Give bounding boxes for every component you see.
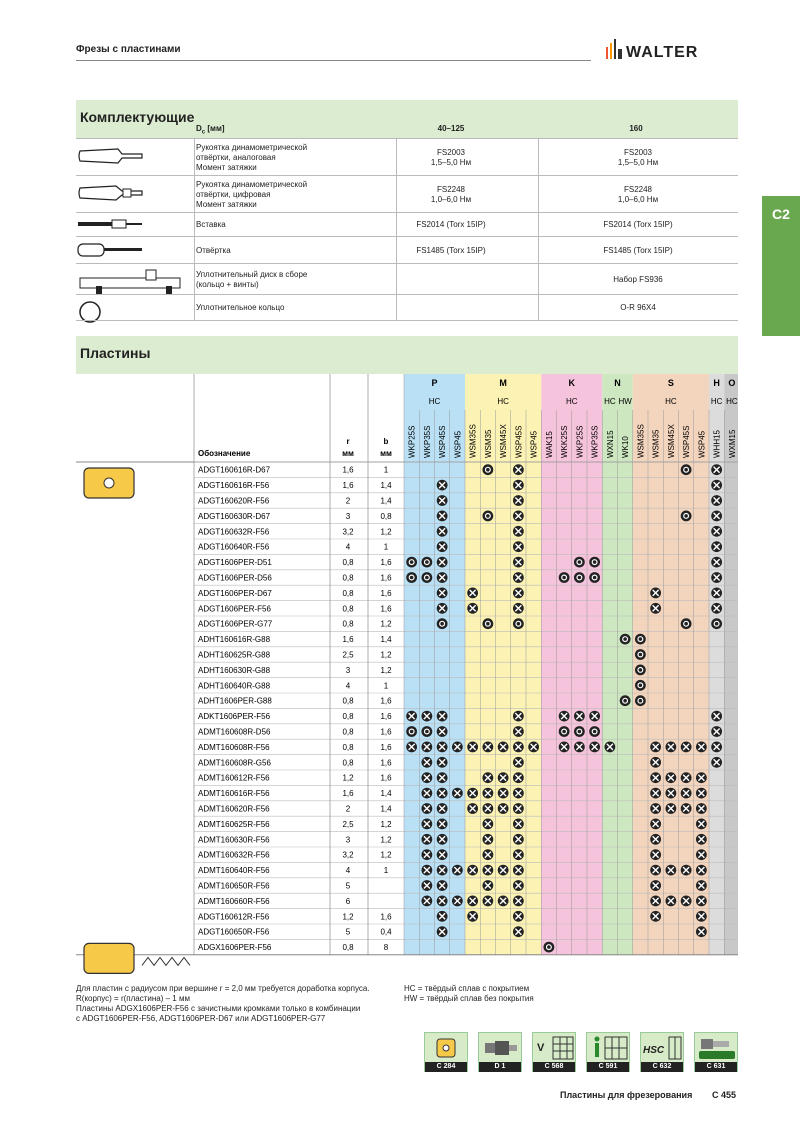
- accessory-label-line: Вставка: [196, 220, 226, 229]
- insert-designation[interactable]: ADGT1606PER-D67: [198, 588, 272, 598]
- insert-b-value: 1: [383, 866, 389, 876]
- application-secondary-icon: [635, 634, 646, 645]
- insert-b-value: 1: [383, 542, 389, 552]
- insert-b-value: 1,6: [380, 773, 392, 783]
- material-group-letter: M: [499, 378, 507, 388]
- insert-radius: 1,6: [342, 789, 354, 799]
- accessory-label: [196, 270, 386, 290]
- material-group-letter: P: [431, 378, 438, 388]
- wiper-insert-icon: [84, 943, 134, 973]
- insert-designation[interactable]: ADMT160630R-F56: [198, 835, 270, 845]
- grade-label: WSM35S: [468, 424, 478, 458]
- application-secondary-icon: [574, 557, 585, 568]
- hsc-icon-label: C 632: [641, 1062, 683, 1072]
- footer-text: Пластины для фрезерования: [560, 1090, 693, 1100]
- grade-label: WSP45: [453, 430, 463, 458]
- accessory-label-line: Рукоятка динамометрической: [196, 179, 308, 189]
- application-secondary-icon: [406, 557, 417, 568]
- insert-b-value: 1,6: [380, 558, 392, 568]
- insert-radius: 3: [345, 511, 351, 521]
- grade-label: WSP45S: [514, 425, 524, 458]
- wiper-edge-icon: [142, 957, 190, 965]
- cutting-data-icon-label: C 568: [533, 1062, 575, 1072]
- insert-hole-icon: [104, 478, 114, 488]
- accessory-label-line: Момент затяжки: [196, 162, 257, 172]
- insert-radius: 0,8: [342, 758, 354, 768]
- insert-b-value: 1,2: [380, 850, 392, 860]
- accessory-label-line: Уплотнительный диск в сборе: [196, 269, 308, 279]
- accessory-value-line: FS2014 (Torx 15IP): [603, 220, 673, 229]
- application-secondary-icon: [482, 464, 493, 475]
- footnote-line-3: Пластины ADGX1606PER-F56 с зачистными кромками только в комбинации: [76, 1004, 361, 1013]
- insert-radius: 0,8: [342, 943, 354, 953]
- info-icon[interactable]: [586, 1032, 630, 1072]
- acc-column-divider: [194, 138, 195, 320]
- insert-designation[interactable]: ADMT160640R-F56: [198, 866, 270, 876]
- walter-logo: [606, 35, 746, 63]
- insert-designation[interactable]: ADGT160630R-D67: [198, 511, 271, 521]
- insert-designation[interactable]: ADGT1606PER-D56: [198, 573, 272, 583]
- insert-designation[interactable]: ADHT160630R-G88: [198, 665, 271, 675]
- grade-label: WK10: [621, 436, 631, 458]
- application-secondary-icon: [421, 572, 432, 583]
- insert-designation[interactable]: ADMT160608R-D56: [198, 727, 271, 737]
- application-secondary-icon: [482, 511, 493, 522]
- chapter-tab[interactable]: C2: [762, 196, 800, 336]
- accessory-label: [196, 220, 386, 230]
- accessory-value: [538, 246, 738, 256]
- dc-sub: c: [201, 129, 206, 136]
- coating-class: HC: [726, 397, 738, 406]
- grade-label: WSP45S: [682, 425, 692, 458]
- insert-radius: 5: [345, 881, 351, 891]
- insert-radius: 2: [345, 804, 351, 814]
- application-secondary-icon: [543, 942, 554, 953]
- grade-label: WSM45X: [666, 424, 676, 458]
- insert-radius: 0,8: [342, 727, 354, 737]
- insert-designation[interactable]: ADGT1606PER-G77: [198, 619, 273, 629]
- application-secondary-icon: [406, 726, 417, 737]
- insert-b-value: 1,2: [380, 619, 392, 629]
- accessory-label-line: Отвёртка: [196, 245, 231, 255]
- accessory-value-line: Набор FS936: [613, 274, 663, 284]
- grade-label: WSM35: [483, 429, 493, 458]
- accessory-value: [538, 275, 738, 285]
- acc-col1-head: 40–125: [437, 124, 465, 133]
- insert-designation[interactable]: ADMT160616R-F56: [198, 789, 270, 799]
- o-ring-icon: [76, 299, 194, 327]
- insert-b-value: 1: [383, 681, 389, 691]
- grade-label: WKP35S: [590, 425, 600, 458]
- material-group-letter: H: [713, 378, 720, 388]
- insert-designation[interactable]: ADGT160616R-D67: [198, 465, 271, 475]
- insert-icon-label: C 284: [425, 1062, 467, 1072]
- insert-radius: 4: [345, 542, 351, 552]
- application-secondary-icon: [589, 572, 600, 583]
- insert-b-value: 1,4: [380, 804, 392, 814]
- insert-radius: 0,8: [342, 742, 354, 752]
- insert-b-value: 1,2: [380, 665, 392, 675]
- brand-text: WALTER: [626, 44, 699, 61]
- insert-designation[interactable]: ADGT160620R-F56: [198, 496, 270, 506]
- accessory-value: [538, 185, 738, 205]
- inserts-band: [76, 336, 738, 374]
- insert-radius: 0,8: [342, 588, 354, 598]
- accessories-title: Комплектующие: [80, 109, 195, 125]
- insert-b-value: 1,6: [380, 604, 392, 614]
- insert-designation[interactable]: ADGT160640R-F56: [198, 542, 270, 552]
- application-secondary-icon: [681, 464, 692, 475]
- insert-radius: 5: [345, 927, 351, 937]
- insert-b-value: 1,6: [380, 712, 392, 722]
- insert-radius: 1,6: [342, 465, 354, 475]
- accessory-value-line: FS2003: [436, 147, 466, 157]
- application-secondary-icon: [711, 618, 722, 629]
- insert-radius: 0,8: [342, 604, 354, 614]
- application-secondary-icon: [406, 572, 417, 583]
- screwfit-icon[interactable]: [694, 1032, 738, 1072]
- accessory-label-line: Рукоятка динамометрической: [196, 142, 308, 152]
- insert-radius: 4: [345, 681, 351, 691]
- insert-radius: 2,5: [342, 819, 354, 829]
- insert-radius: 3,2: [342, 527, 354, 537]
- application-secondary-icon: [574, 572, 585, 583]
- coating-class: HC: [665, 397, 677, 406]
- material-group-letter: N: [614, 378, 621, 388]
- acc-column-divider: [538, 138, 539, 320]
- accessory-value: [396, 185, 506, 205]
- legend-hc: HC = твёрдый сплав с покрытием: [404, 984, 530, 993]
- coating-class: HC: [604, 397, 616, 406]
- screwdriver-icon: [76, 241, 194, 261]
- grade-label: WKP35S: [422, 425, 432, 458]
- material-group-letter: K: [568, 378, 575, 388]
- accessory-value-line: O-R 96X4: [620, 303, 656, 312]
- digital-wrench-icon: [76, 180, 194, 208]
- accessory-row: [76, 175, 738, 213]
- info-icon-label: C 591: [587, 1062, 629, 1072]
- accessory-value: [396, 148, 506, 168]
- acc-column-divider: [396, 138, 397, 320]
- insert-designation[interactable]: ADMT160625R-F56: [198, 819, 270, 829]
- insert-b-value: 1,4: [380, 496, 392, 506]
- application-secondary-icon: [421, 726, 432, 737]
- tool-holder-icon[interactable]: [478, 1032, 522, 1072]
- footnote-right: [404, 984, 604, 1004]
- insert-radius: 1,6: [342, 635, 354, 645]
- application-secondary-icon: [513, 618, 524, 629]
- insert-radius: 1,2: [342, 773, 354, 783]
- bit-icon: [76, 217, 194, 233]
- application-secondary-icon: [635, 649, 646, 660]
- insert-designation[interactable]: ADGT160632R-F56: [198, 527, 270, 537]
- grade-label: WSP45: [697, 430, 707, 458]
- insert-b-value: 1,6: [380, 742, 392, 752]
- application-secondary-icon: [437, 618, 448, 629]
- hsc-icon[interactable]: [640, 1032, 684, 1072]
- footnote-line-4: с ADGT1606PER-F56, ADGT1606PER-D67 или ADGT1606PER-G77: [76, 1014, 326, 1023]
- insert-designation[interactable]: ADGT1606PER-F56: [198, 604, 271, 614]
- accessory-row: [76, 212, 738, 237]
- insert-designation[interactable]: ADHT160616R-G88: [198, 635, 271, 645]
- grade-label: WSM45X: [499, 424, 509, 458]
- insert-radius: 0,8: [342, 558, 354, 568]
- insert-radius: 1,2: [342, 912, 354, 922]
- application-secondary-icon: [681, 511, 692, 522]
- dc-unit: [мм]: [207, 124, 225, 133]
- insert-b-value: 1,6: [380, 727, 392, 737]
- inserts-table: [76, 374, 738, 980]
- insert-designation[interactable]: ADGT160612R-F56: [198, 912, 270, 922]
- page-header-title: Фрезы с пластинами: [76, 44, 181, 55]
- grade-label: WKP25S: [575, 425, 585, 458]
- insert-b-value: 1,2: [380, 819, 392, 829]
- grade-label: WKP25S: [407, 425, 417, 458]
- coating-class: HC: [565, 397, 578, 406]
- accessory-value-line: FS2014 (Torx 15IP): [416, 220, 486, 229]
- grade-label: WXN15: [605, 430, 615, 458]
- acc-bottom-rule: [76, 320, 738, 321]
- accessory-label-line: Уплотнительное кольцо: [196, 303, 285, 312]
- accessory-value: [538, 303, 738, 313]
- grade-label: WAK15: [544, 431, 554, 458]
- handle-wrench-icon: [76, 143, 194, 171]
- insert-designation[interactable]: ADKT1606PER-F56: [198, 712, 271, 722]
- svg-text:HSC: HSC: [643, 1045, 665, 1056]
- insert-designation[interactable]: ADHT160640R-G88: [198, 681, 271, 691]
- material-group-background: [709, 374, 724, 955]
- coating-class: HC: [428, 397, 441, 406]
- tool-holder-icon-label: D 1: [479, 1062, 521, 1072]
- footnote-line-1: Для пластин с радиусом при вершине r = 2,0 мм требуется доработка корпуса.: [76, 984, 370, 993]
- accessory-row: [76, 294, 738, 321]
- insert-radius: 3: [345, 665, 351, 675]
- acc-header: [196, 124, 225, 136]
- accessory-value-line: FS2248: [436, 184, 466, 194]
- application-secondary-icon: [559, 572, 570, 583]
- application-secondary-icon: [589, 557, 600, 568]
- insert-b-value: 1,4: [380, 635, 392, 645]
- insert-radius: 6: [345, 896, 351, 906]
- insert-radius: 0,8: [342, 619, 354, 629]
- acc-col2-head: 160: [629, 124, 643, 133]
- header-divider: [76, 60, 591, 61]
- application-secondary-icon: [620, 634, 631, 645]
- insert-b-value: 1,6: [380, 588, 392, 598]
- insert-b-value: 1,6: [380, 696, 392, 706]
- grade-label: WSM35S: [636, 424, 646, 458]
- insert-radius: 3: [345, 835, 351, 845]
- insert-radius: 2,5: [342, 650, 354, 660]
- coating-class: HC: [710, 397, 723, 406]
- b-header: b: [383, 437, 389, 446]
- insert-b-value: 0,4: [380, 927, 392, 937]
- accessory-label: [196, 143, 386, 173]
- material-group-background: [724, 374, 738, 955]
- r-unit: мм: [342, 449, 354, 458]
- grade-label: WSP45: [529, 430, 539, 458]
- screwfit-icon-label: C 631: [695, 1062, 737, 1072]
- application-secondary-icon: [635, 665, 646, 676]
- accessory-row: [76, 263, 738, 295]
- accessory-value-line: 1,0–6,0 Нм: [430, 194, 472, 204]
- svg-text:V: V: [537, 1042, 545, 1054]
- insert-radius: 4: [345, 866, 351, 876]
- page-number: C 455: [712, 1090, 737, 1100]
- application-secondary-icon: [635, 680, 646, 691]
- footnote-left: [76, 984, 396, 1024]
- coating-class: HW: [618, 397, 632, 406]
- accessory-value: [538, 148, 738, 168]
- insert-b-value: 0,8: [380, 511, 392, 521]
- material-group-letter: O: [728, 378, 736, 388]
- accessory-value-line: FS1485 (Torx 15IP): [416, 245, 486, 255]
- accessory-value-line: 1,5–5,0 Нм: [430, 157, 472, 167]
- accessory-label: [196, 303, 386, 313]
- accessory-value-line: 1,5–5,0 Нм: [617, 157, 659, 167]
- insert-designation[interactable]: ADGT160616R-F56: [198, 481, 270, 491]
- grade-label: WSM35: [651, 429, 661, 458]
- insert-designation[interactable]: ADGT1606PER-D51: [198, 558, 272, 568]
- accessory-row: [76, 138, 738, 176]
- insert-b-value: 1: [383, 465, 389, 475]
- designation-header: Обозначение: [198, 449, 251, 458]
- grade-label: WSP45S: [438, 425, 448, 458]
- insert-b-value: 8: [383, 943, 389, 953]
- insert-b-value: 1,6: [380, 573, 392, 583]
- footnote-line-2: R(корпус) = r(пластина) – 1 мм: [76, 994, 190, 1003]
- accessory-label: [196, 246, 386, 256]
- accessory-value: [538, 220, 738, 230]
- insert-designation[interactable]: ADMT160632R-F56: [198, 850, 270, 860]
- application-secondary-icon: [482, 618, 493, 629]
- insert-designation[interactable]: ADMT160608R-G56: [198, 758, 271, 768]
- insert-b-value: 1,2: [380, 527, 392, 537]
- application-secondary-icon: [681, 618, 692, 629]
- insert-designation[interactable]: ADHT160625R-G88: [198, 650, 271, 660]
- inserts-title: Пластины: [80, 345, 151, 361]
- application-secondary-icon: [635, 695, 646, 706]
- accessory-value: [396, 246, 506, 256]
- grade-label: WHH15: [712, 429, 722, 458]
- insert-icon[interactable]: [424, 1032, 468, 1072]
- application-secondary-icon: [421, 557, 432, 568]
- insert-designation[interactable]: ADMT160660R-F56: [198, 896, 270, 906]
- insert-radius: 0,8: [342, 573, 354, 583]
- coating-class: HC: [497, 397, 509, 406]
- cutting-data-icon[interactable]: [532, 1032, 576, 1072]
- b-unit: мм: [380, 449, 392, 458]
- insert-designation[interactable]: ADGX1606PER-F56: [198, 943, 272, 953]
- insert-radius: 0,8: [342, 696, 354, 706]
- legend-hw: HW = твёрдый сплав без покрытия: [404, 994, 534, 1003]
- accessory-label-line: отвёртки, цифровая: [196, 189, 271, 199]
- insert-b-value: 1,2: [380, 650, 392, 660]
- accessory-value-line: FS1485 (Torx 15IP): [603, 245, 673, 255]
- application-secondary-icon: [574, 726, 585, 737]
- accessory-row: [76, 236, 738, 264]
- insert-b-value: 1,4: [380, 789, 392, 799]
- insert-b-value: 1,6: [380, 758, 392, 768]
- grade-label: WKK25S: [560, 425, 570, 458]
- accessory-label-line: Момент затяжки: [196, 199, 257, 209]
- accessory-value: [396, 220, 506, 230]
- accessory-value-line: FS2003: [623, 147, 653, 157]
- insert-designation[interactable]: ADMT160612R-F56: [198, 773, 270, 783]
- application-secondary-icon: [559, 726, 570, 737]
- insert-b-value: 1,2: [380, 835, 392, 845]
- application-secondary-icon: [620, 695, 631, 706]
- insert-radius: 0,8: [342, 712, 354, 722]
- insert-designation[interactable]: ADMT160608R-F56: [198, 742, 270, 752]
- insert-designation[interactable]: ADGT160650R-F56: [198, 927, 270, 937]
- insert-radius: 2: [345, 496, 351, 506]
- r-header: r: [346, 437, 350, 446]
- accessory-label: [196, 180, 386, 210]
- material-group-letter: S: [667, 378, 674, 388]
- insert-designation[interactable]: ADMT160650R-F56: [198, 881, 270, 891]
- insert-designation[interactable]: ADMT160620R-F56: [198, 804, 270, 814]
- accessory-label-line: отвёртки, аналоговая: [196, 152, 276, 162]
- grade-label: WXM15: [727, 429, 737, 458]
- accessory-value-line: FS2248: [623, 184, 653, 194]
- insert-designation[interactable]: ADHT1606PER-G88: [198, 696, 272, 706]
- insert-radius: 1,6: [342, 481, 354, 491]
- insert-b-value: 1,6: [380, 912, 392, 922]
- accessory-value-line: 1,0–6,0 Нм: [617, 194, 659, 204]
- dc-label: D: [196, 124, 202, 133]
- insert-radius: 3,2: [342, 850, 354, 860]
- application-secondary-icon: [589, 726, 600, 737]
- insert-b-value: 1,4: [380, 481, 392, 491]
- accessory-label-line: (кольцо + винты): [196, 279, 259, 289]
